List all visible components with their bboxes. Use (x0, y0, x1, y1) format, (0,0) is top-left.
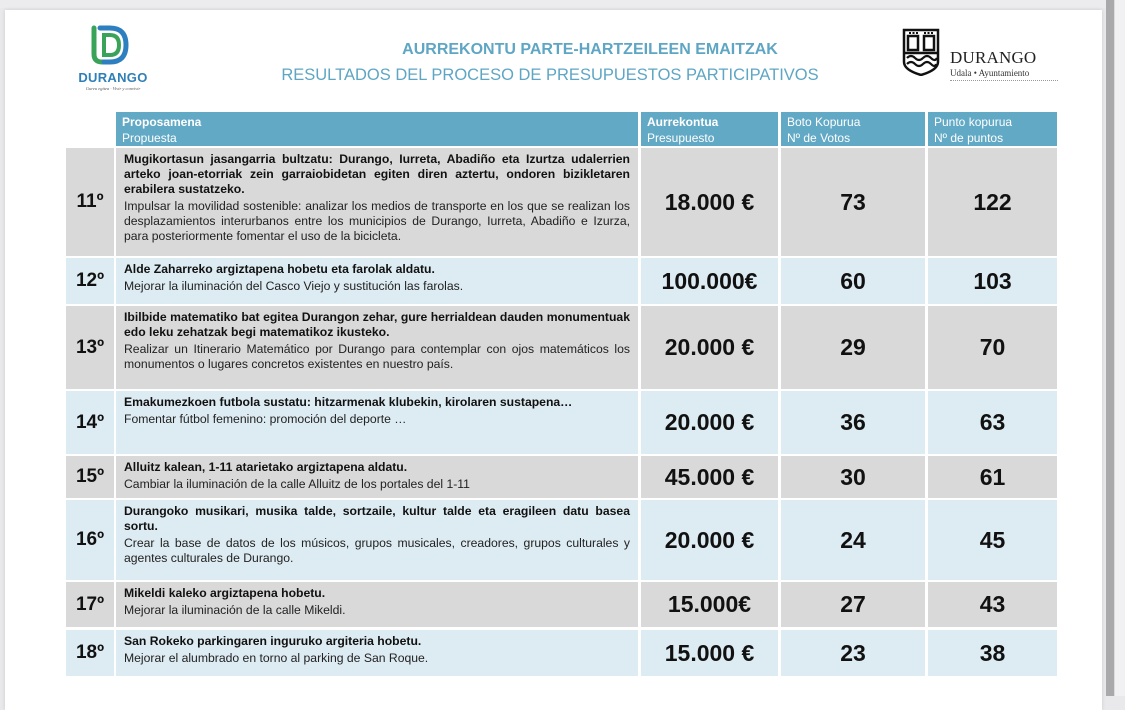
proposal-title-eu: Alde Zaharreko argiztapena hobetu eta farolak aldatu. (124, 262, 435, 276)
points-cell: 63 (928, 391, 1057, 454)
proposal-cell (116, 582, 638, 627)
column-header-votes-eu: Boto Kopurua (787, 115, 861, 129)
votes-cell: 30 (781, 456, 925, 498)
proposal-cell (116, 258, 638, 304)
rank-cell: 13º (66, 306, 114, 389)
column-header-proposal (116, 112, 638, 146)
rank-cell: 16º (66, 500, 114, 580)
coat-of-arms-icon (902, 28, 940, 76)
rank-cell: 15º (66, 456, 114, 498)
proposal-title-eu: Durangoko musikari, musika talde, sortzaile, kultur talde eta eragileen datu basea sortu. (124, 504, 630, 533)
rank-cell: 14º (66, 391, 114, 454)
window-top-bar (0, 0, 1125, 8)
budget-cell: 20.000 € (641, 391, 778, 454)
points-cell: 43 (928, 582, 1057, 627)
column-header-budget-eu: Aurrekontua (647, 115, 719, 129)
proposal-description-es: Mejorar el alumbrado en torno al parking de San Roque. (124, 651, 429, 665)
proposal-title-eu: Mugikortasun jasangarria bultzatu: Durango, Iurreta, Abadiño eta Izurtza udalerrien arteko joan-etorriak zein garraiobidetan egiten diren aztertu, ondoren bizikletaren erabilera sustatzeko. (124, 152, 630, 196)
budget-cell: 20.000 € (641, 500, 778, 580)
ayuntamiento-subtitle: Udala • Ayuntamiento (950, 68, 1030, 78)
column-header-points-es: Nº de puntos (934, 131, 1004, 145)
durango-d-logo-icon (90, 24, 130, 66)
proposal-title-eu: Ibilbide matematiko bat egitea Durangon zehar, gure herrialdean dauden monumentuak edo leku zehatzak begi matematikoz ikusteko. (124, 310, 630, 339)
proposal-description-es: Mejorar la iluminación de la calle Mikeldi. (124, 603, 346, 617)
proposal-cell (116, 630, 638, 676)
proposal-cell (116, 148, 638, 256)
votes-cell: 60 (781, 258, 925, 304)
points-cell: 103 (928, 258, 1057, 304)
proposal-cell (116, 391, 638, 454)
scrollbar-track[interactable] (1114, 0, 1125, 696)
budget-cell: 45.000 € (641, 456, 778, 498)
proposal-title-eu: San Rokeko parkingaren inguruko argiteria hobetu. (124, 634, 422, 648)
proposal-description-es: Realizar un Itinerario Matemático por Durango para contemplar con ojos matemáticos los monumentos o lugares concretos existentes en nuestro país. (124, 342, 630, 371)
proposal-description-es: Impulsar la movilidad sostenible: analizar los medios de transporte en los que se realizan los desplazamientos interurbanos entre los municipios de Durango, Iurreta, Abadiño e Izurza, para posteriormente fomentar el uso de la bicicleta. (124, 199, 630, 243)
proposal-cell (116, 306, 638, 389)
brand-tagline: Gureu egitea · Vivir y convivir (85, 86, 141, 91)
ayuntamiento-name: DURANGO (950, 48, 1037, 67)
votes-cell: 24 (781, 500, 925, 580)
ayuntamiento-logo (902, 28, 1072, 78)
proposal-title-eu: Mikeldi kaleko argiztapena hobetu. (124, 586, 326, 600)
points-cell: 70 (928, 306, 1057, 389)
votes-cell: 23 (781, 630, 925, 676)
budget-cell: 20.000 € (641, 306, 778, 389)
proposal-description-es: Mejorar la iluminación del Casco Viejo y sustitución las farolas. (124, 279, 464, 293)
proposal-title-eu: Alluitz kalean, 1-11 atarietako argiztapena aldatu. (124, 460, 408, 474)
column-header-votes-es: Nº de Votos (787, 131, 851, 145)
proposal-title-eu: Emakumezkoen futbola sustatu: hitzarmenak klubekin, kirolaren sustapena… (124, 395, 573, 409)
column-header-votes (781, 112, 925, 146)
votes-cell: 36 (781, 391, 925, 454)
proposal-cell (116, 500, 638, 580)
budget-cell: 15.000€ (641, 582, 778, 627)
column-header-proposal-eu: Proposamena (122, 115, 202, 129)
logo-dotted-rule (950, 80, 1058, 81)
column-header-budget-es: Presupuesto (647, 131, 715, 145)
page-title-basque: AURREKONTU PARTE-HARTZEILEEN EMAITZAK (402, 41, 778, 58)
budget-cell: 15.000 € (641, 630, 778, 676)
proposal-description-es: Cambiar la iluminación de la calle Alluitz de los portales del 1-11 (124, 477, 470, 491)
points-cell: 61 (928, 456, 1057, 498)
durango-brand-logo (68, 24, 158, 94)
votes-cell: 27 (781, 582, 925, 627)
rank-cell: 11º (66, 148, 114, 256)
points-cell: 122 (928, 148, 1057, 256)
column-header-budget (641, 112, 778, 146)
column-header-points (928, 112, 1057, 146)
votes-cell: 73 (781, 148, 925, 256)
rank-cell: 18º (66, 630, 114, 676)
rank-cell: 12º (66, 258, 114, 304)
budget-cell: 100.000€ (641, 258, 778, 304)
points-cell: 45 (928, 500, 1057, 580)
vertical-scrollbar[interactable] (1106, 0, 1114, 696)
rank-cell: 17º (66, 582, 114, 627)
page-title-spanish: RESULTADOS DEL PROCESO DE PRESUPUESTOS PARTICIPATIVOS (281, 66, 819, 84)
votes-cell: 29 (781, 306, 925, 389)
points-cell: 38 (928, 630, 1057, 676)
proposal-description-es: Crear la base de datos de los músicos, grupos musicales, creadores, grupos culturales y agentes culturales de Durango. (124, 536, 630, 565)
column-header-proposal-es: Propuesta (122, 131, 177, 145)
budget-cell: 18.000 € (641, 148, 778, 256)
proposal-description-es: Fomentar fútbol femenino: promoción del deporte … (124, 412, 407, 426)
proposal-cell (116, 456, 638, 498)
brand-name: DURANGO (78, 70, 148, 85)
column-header-points-eu: Punto kopurua (934, 115, 1013, 129)
